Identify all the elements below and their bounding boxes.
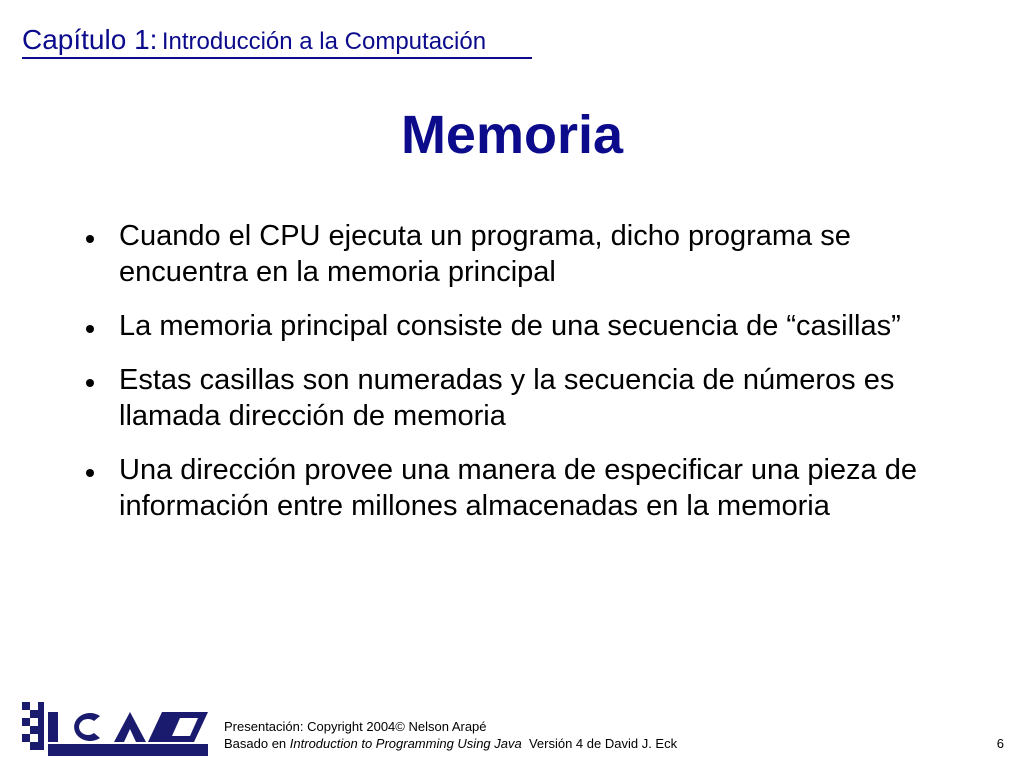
bullet-dot-icon <box>86 379 94 387</box>
footer-line-1: Presentación: Copyright 2004© Nelson Arapé <box>224 719 487 734</box>
footer-line-2-prefix: Basado en <box>224 736 290 751</box>
chapter-subtitle: Introducción a la Computación <box>161 28 487 55</box>
bullet-text: Cuando el CPU ejecuta un programa, dicho programa se encuentra en la memoria principal <box>119 220 851 288</box>
bullet-list <box>86 218 956 542</box>
page-number: 6 <box>996 736 1004 751</box>
ica-logo <box>22 700 212 758</box>
bullet-item <box>86 362 956 434</box>
footer-credits <box>224 718 677 752</box>
bullet-text: La memoria principal consiste de una secuencia de “casillas” <box>119 310 901 342</box>
footer-book-title: Introduction to Programming Using Java <box>289 736 522 751</box>
slide-title: Memoria <box>400 105 624 165</box>
bullet-dot-icon <box>86 325 94 333</box>
footer-line-2 <box>224 735 677 752</box>
bullet-item <box>86 308 956 344</box>
bullet-dot-icon <box>86 469 94 477</box>
bullet-item <box>86 452 956 524</box>
chapter-label: Capítulo 1: <box>22 24 158 55</box>
bullet-text: Una dirección provee una manera de especificar una pieza de información entre millones almacenadas en la memoria <box>119 454 917 522</box>
bullet-text: Estas casillas son numeradas y la secuencia de números es llamada dirección de memoria <box>119 364 895 432</box>
bullet-dot-icon <box>86 235 94 243</box>
header-underline <box>22 57 532 59</box>
chapter-header <box>22 26 486 54</box>
bullet-item <box>86 218 956 290</box>
ica-logo-icon <box>22 700 212 758</box>
footer-line-2-suffix: Versión 4 de David J. Eck <box>521 736 678 751</box>
